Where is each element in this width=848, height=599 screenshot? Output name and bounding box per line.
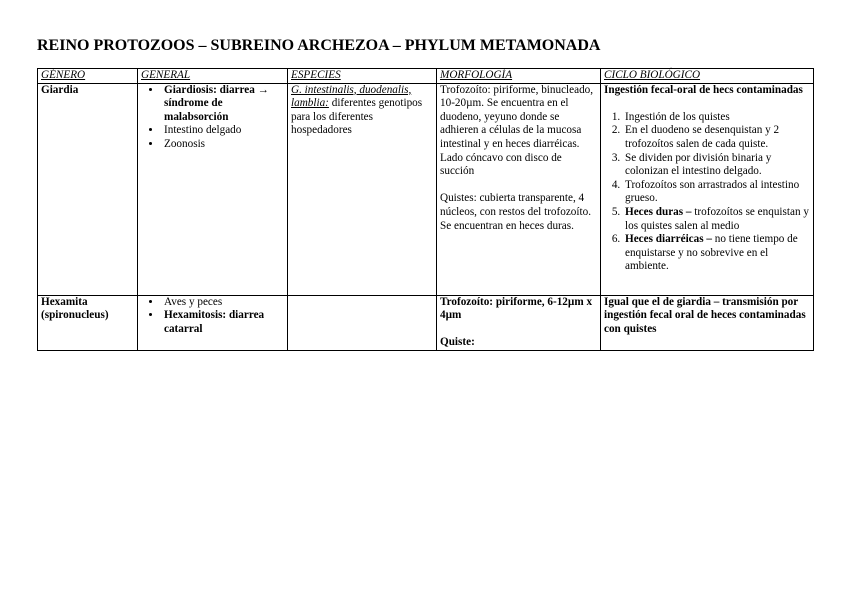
list-item: • Giardiosis: diarrea → síndrome de malabsorción — [162, 84, 284, 125]
trofozoito-text: Trofozoíto: piriforme, 6-12µm x 4µm — [440, 295, 593, 322]
header-genero: GÉNERO — [38, 69, 138, 84]
quiste-text: Quiste: — [440, 336, 475, 349]
header-especies: ESPECIES — [288, 69, 437, 84]
general-list — [141, 84, 284, 152]
list-item: 5. Heces duras – trofozoítos se enquistan y los quistes salen al medio — [623, 206, 810, 233]
morfologia-cell — [437, 295, 601, 350]
list-item: • Zoonosis — [162, 138, 284, 152]
header-row — [38, 69, 814, 84]
especies-cell — [288, 295, 437, 350]
table-row — [38, 295, 814, 350]
ciclo-cell: Igual que el de giardia – transmisión por ingestión fecal oral de heces contaminadas con quistes — [601, 295, 814, 350]
list-item: • Aves y peces — [162, 296, 284, 310]
quiste-text: Quistes: cubierta transparente, 4 núcleos, con restos del trofozoíto. Se encuentran en heces duras. — [440, 192, 591, 232]
header-morfologia: MORFOLOGÍA — [437, 69, 601, 84]
protozoa-table — [37, 68, 814, 351]
header-general: GENERAL — [138, 69, 288, 84]
especies-cell — [288, 83, 437, 295]
species-names: G. intestinalis, duodenalis, lamblia: — [291, 83, 412, 110]
header-ciclo: CICLO BIOLÓGICO — [601, 69, 814, 84]
list-item: • Intestino delgado — [162, 124, 284, 138]
list-item: • Hexamitosis: diarrea catarral — [162, 309, 284, 336]
list-item: 1. Ingestión de los quistes — [623, 111, 810, 125]
general-cell — [138, 295, 288, 350]
general-list — [141, 296, 284, 337]
genero-cell: Hexamita (spironucleus) — [38, 295, 138, 350]
ciclo-steps — [604, 111, 810, 274]
ciclo-intro: Ingestión fecal-oral de hecs contaminadas — [604, 83, 803, 96]
morfologia-cell — [437, 83, 601, 295]
ciclo-cell — [601, 83, 814, 295]
trofozoito-text: Trofozoíto: piriforme, binucleado, 10-20µm. Se encuentra en el duodeno, yeyuno donde se adhieren a células de la mucosa intestinal y en heces diarréicas. Lado cóncavo con disco de succión — [440, 83, 594, 178]
species-description: diferentes genotipos para los diferentes hospedadores — [291, 97, 423, 137]
list-item: 6. Heces diarréicas – no tiene tiempo de enquistarse y no sobrevive en el ambiente. — [623, 233, 810, 274]
list-item: 4. Trofozoítos son arrastrados al intestino grueso. — [623, 179, 810, 206]
genero-cell: Giardia — [38, 83, 138, 295]
list-item: 2. En el duodeno se desenquistan y 2 trofozoítos salen de cada quiste. — [623, 124, 810, 151]
table-row — [38, 83, 814, 295]
page-title: REINO PROTOZOOS – SUBREINO ARCHEZOA – PHYLUM METAMONADA — [37, 37, 601, 54]
general-cell — [138, 83, 288, 295]
list-item: 3. Se dividen por división binaria y colonizan el intestino delgado. — [623, 152, 810, 179]
